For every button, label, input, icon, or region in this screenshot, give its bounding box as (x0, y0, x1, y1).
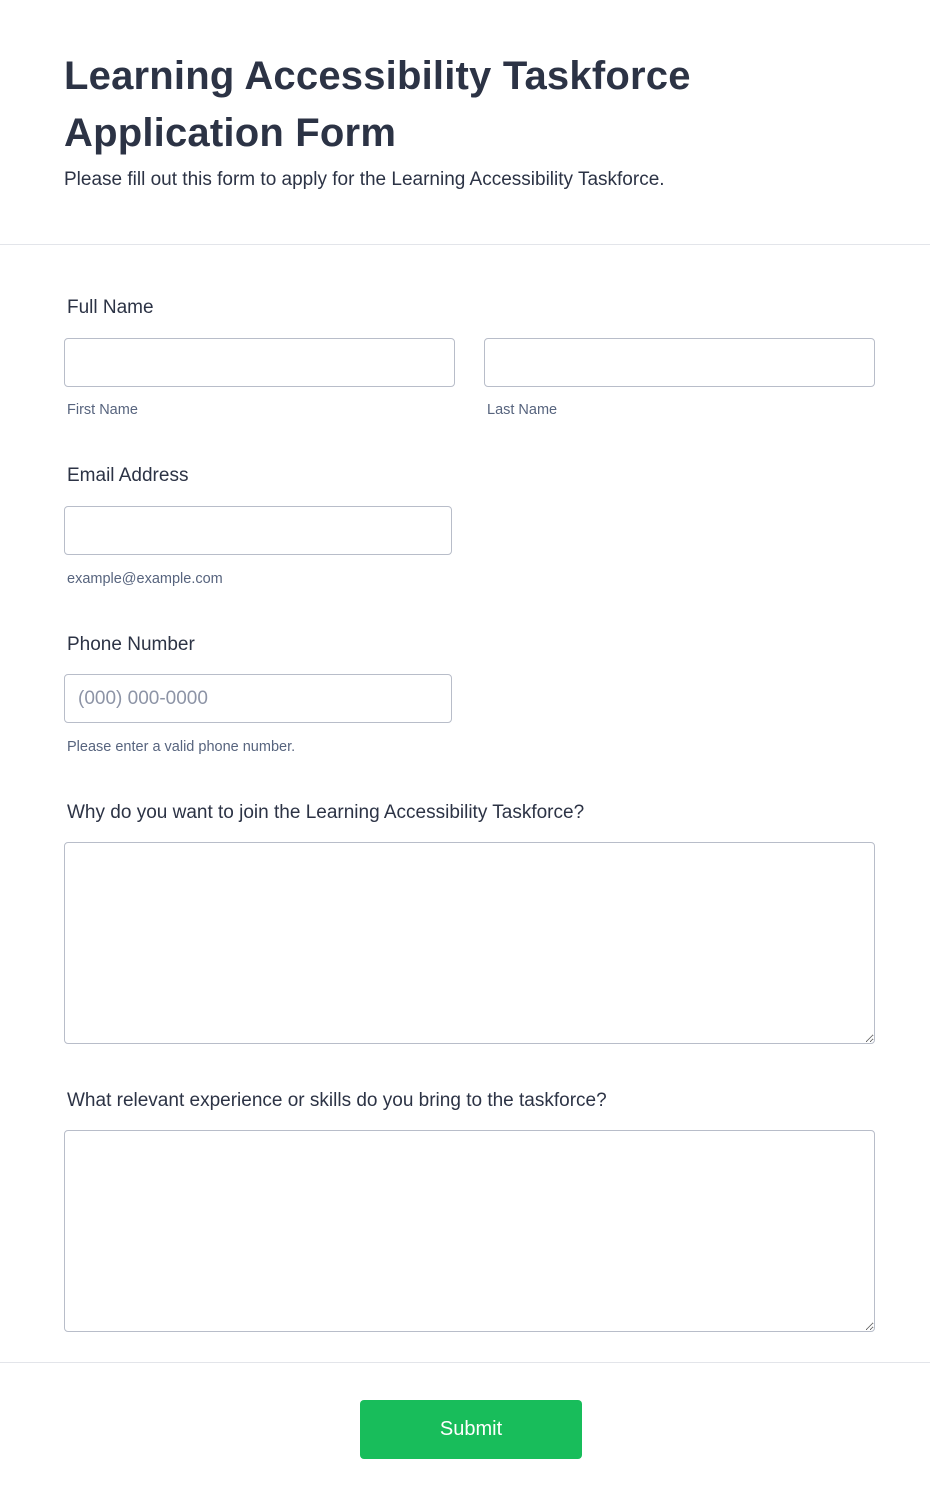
submit-button[interactable]: Submit (360, 1400, 582, 1459)
first-name-input[interactable] (64, 338, 455, 387)
email-sublabel: example@example.com (67, 571, 223, 587)
page-subtitle: Please fill out this form to apply for the Learning Accessibility Taskforce. (64, 169, 665, 190)
email-input[interactable] (64, 506, 452, 555)
first-name-sublabel: First Name (67, 402, 138, 418)
phone-sublabel: Please enter a valid phone number. (67, 739, 296, 755)
last-name-sublabel: Last Name (487, 402, 558, 418)
phone-label: Phone Number (67, 634, 195, 655)
page-title: Learning Accessibility Taskforce Application Form (64, 54, 691, 155)
why-join-textarea[interactable] (64, 842, 875, 1044)
last-name-input[interactable] (484, 338, 875, 387)
full-name-label: Full Name (67, 297, 154, 318)
why-join-label: Why do you want to join the Learning Accessibility Taskforce? (67, 802, 585, 823)
experience-label: What relevant experience or skills do you bring to the taskforce? (67, 1090, 607, 1111)
form-header (0, 0, 930, 245)
email-label: Email Address (67, 465, 189, 486)
phone-input[interactable] (64, 674, 452, 723)
footer-divider (0, 1362, 930, 1363)
experience-textarea[interactable] (64, 1130, 875, 1332)
